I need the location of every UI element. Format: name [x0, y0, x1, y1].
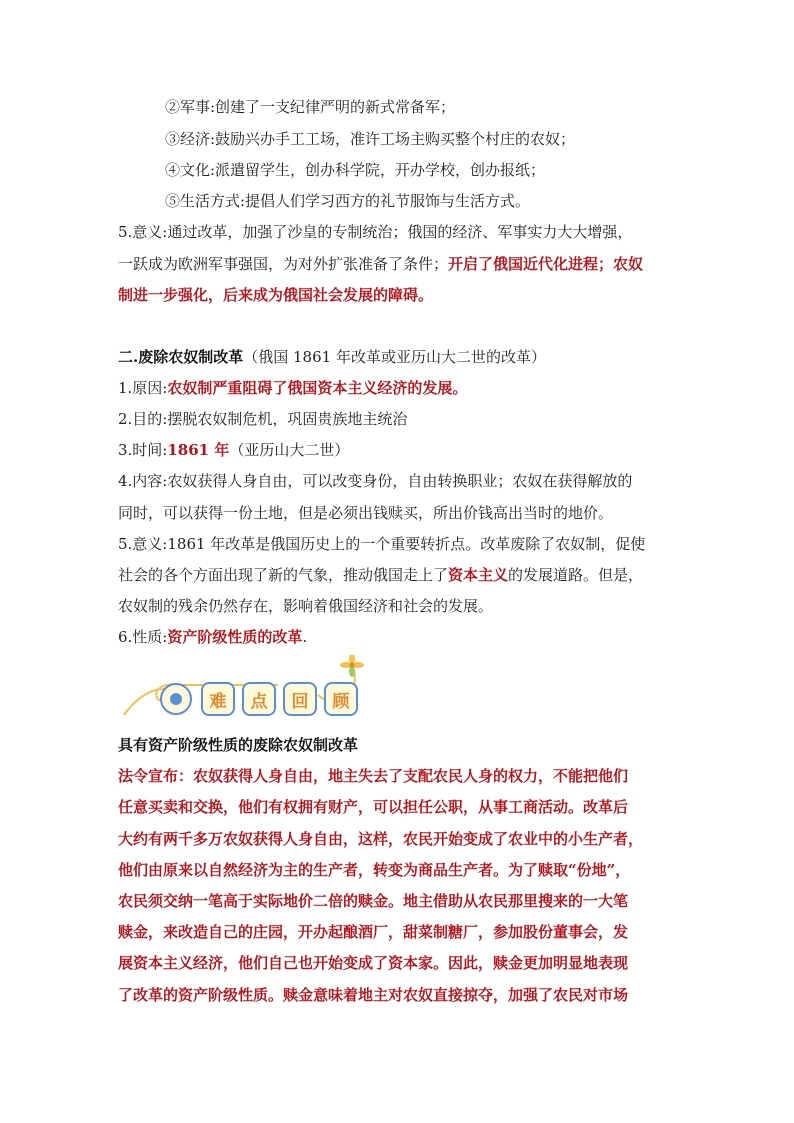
significance1-line2-plain: 一跃成为欧洲军事强国，为对外扩张准备了条件；: [118, 255, 449, 273]
review-line: 展资本主义经济，他们自己也开始变成了资本家。因此，赎金更加明显地表现: [118, 954, 629, 972]
item-lifestyle: ⑤生活方式:提倡人们学习西方的礼节服饰与生活方式。: [165, 192, 531, 210]
section2-cause: [118, 378, 467, 398]
sig2-line1: 5.意义:1861 年改革是俄国历史上的一个重要转折点。改革废除了农奴制，促使: [118, 535, 646, 553]
cause-label: 1.原因:: [118, 379, 168, 397]
item-culture: ④文化:派遣留学生，创办科学院，开办学校，创办报纸；: [165, 161, 546, 179]
flower-icon: [340, 655, 364, 677]
sig2-line2-red: 资本主义: [448, 566, 509, 584]
review-line: 任意买卖和交换，他们有权拥有财产，可以担任公职，从事工商活动。改革后: [118, 798, 629, 816]
significance1-line1: 5.意义:通过改革，加强了沙皇的专制统治；俄国的经济、军事实力大大增强，: [118, 223, 633, 241]
significance1-line3: 制进一步强化，后来成为俄国社会发展的障碍。: [118, 286, 434, 304]
content-line2: 同时，可以获得一份土地，但是必须出钱赎买，所出价钱高出当时的地价。: [118, 504, 614, 522]
significance1-line2-red: 开启了俄国近代化进程；农奴: [448, 255, 644, 273]
section2-nature: [118, 627, 307, 647]
banner-char-3: 回: [283, 682, 317, 716]
nature-label: 6.性质:: [118, 628, 168, 646]
review-line: 赎金，来改造自己的庄园，开办起酿酒厂，甜菜制糖厂，参加股份董事会，发: [118, 923, 629, 941]
banner-char-1: 难: [201, 682, 235, 716]
time-year: 1861 年: [167, 441, 230, 459]
section2-purpose: 2.目的:摆脱农奴制危机，巩固贵族地主统治: [118, 410, 408, 428]
review-line: 他们由原来以自然经济为主的生产者，转变为商品生产者。为了赎取“份地”，: [118, 861, 631, 879]
review-line: 了改革的资产阶级性质。赎金意味着地主对农奴直接掠夺，加强了农民对市场: [118, 986, 629, 1004]
sig2-line3: 农奴制的残余仍然存在，影响着俄国经济和社会的发展。: [118, 597, 494, 615]
review-title: 具有资产阶级性质的废除农奴制改革: [118, 736, 359, 754]
cause-text: 农奴制严重阻碍了俄国资本主义经济的发展。: [167, 379, 468, 397]
review-line: 农民须交纳一笔高于实际地价二倍的赎金。地主借助从农民那里搜来的一大笔: [118, 892, 629, 910]
time-label: 3.时间:: [118, 441, 168, 459]
sig2-line2-b: 的发展道路。但是，: [508, 566, 644, 584]
banner-char-2: 点: [242, 682, 276, 716]
bulb-icon: [170, 693, 182, 705]
item-economy: ③经济:鼓励兴办手工工场，准许工场主购买整个村庄的农奴；: [165, 130, 576, 148]
sig2-line2: [118, 565, 643, 585]
item-military: ②军事:创建了一支纪律严明的新式常备军；: [165, 98, 456, 116]
review-line: 法令宣布：农奴获得人身自由，地主失去了支配农民人身的权力，不能把他们: [118, 767, 629, 785]
nature-end: .: [302, 628, 308, 646]
section2-heading: [118, 347, 546, 367]
content-line1: 4.内容:农奴获得人身自由，可以改变身份，自由转换职业；农奴在获得解放的: [118, 472, 633, 490]
section2-heading-title: 二.废除农奴制改革: [118, 348, 244, 366]
nature-text: 资产阶级性质的改革: [167, 628, 303, 646]
review-line: 大约有两千多万农奴获得人身自由，这样，农民开始变成了农业中的小生产者，: [118, 830, 644, 848]
banner-char-4: 顾: [324, 682, 358, 716]
significance1-line2: [118, 254, 643, 274]
section2-time: [118, 440, 349, 460]
time-rest: （亚历山大二世）: [229, 441, 350, 459]
section2-heading-subtitle: （俄国 1861 年改革或亚历山大二世的改革）: [243, 348, 546, 366]
bulb-circle-icon: [160, 683, 192, 715]
sig2-line2-a: 社会的各个方面出现了新的气象，推动俄国走上了: [118, 566, 449, 584]
